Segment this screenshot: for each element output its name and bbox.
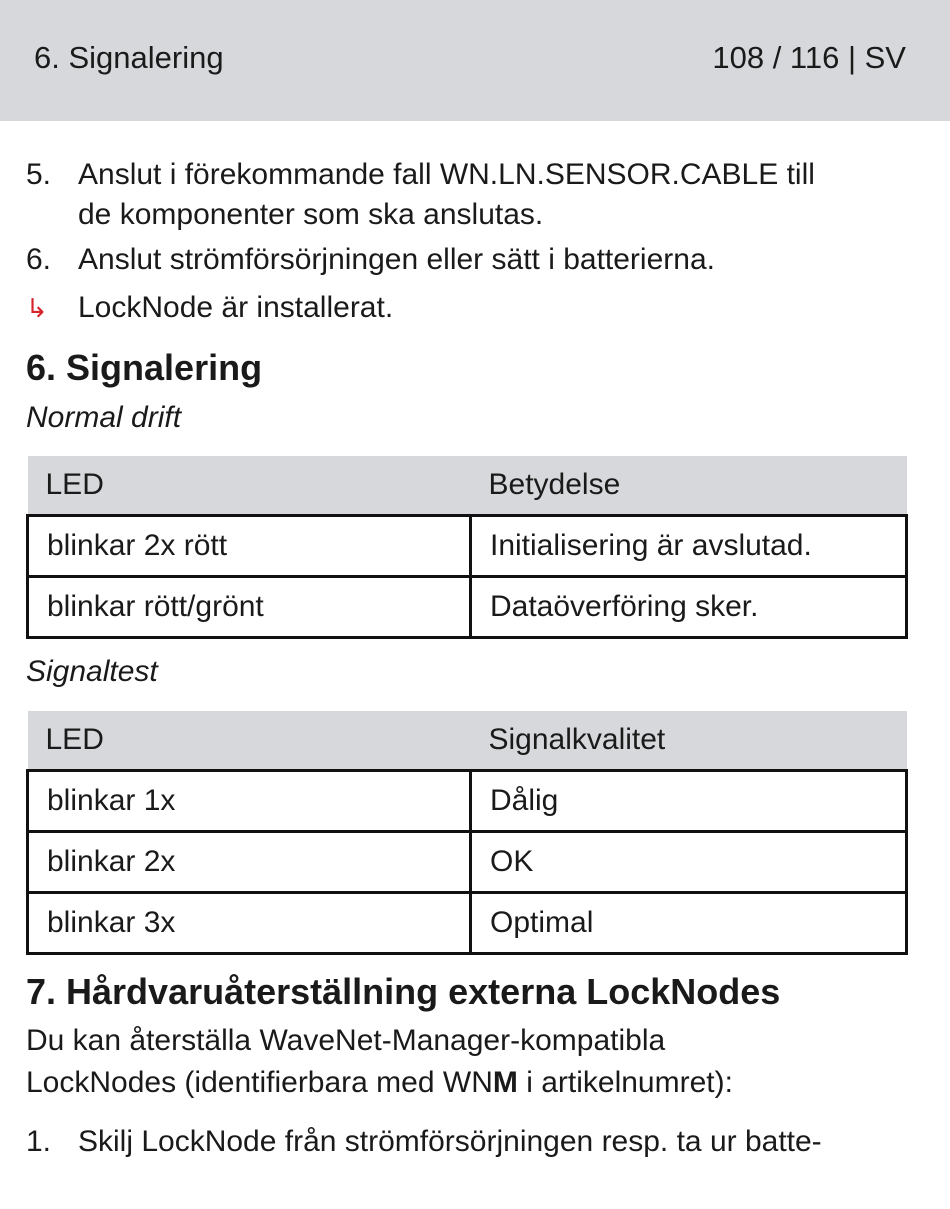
table-header-cell: LED [28, 711, 471, 771]
step-text: Anslut i förekommande fall WN.LN.SENSOR.CABLE till de komponenter som ska anslutas. [78, 158, 815, 231]
table-cell: blinkar 2x [28, 832, 471, 893]
table-cell: Dålig [471, 771, 907, 832]
table-cell: OK [471, 832, 907, 893]
header-page-number: 108 / 116 | SV [712, 40, 906, 75]
table-cell: blinkar 2x rött [28, 516, 471, 577]
normal-drift-caption: Normal drift [26, 401, 182, 434]
section-6-title: 6. Signalering [26, 347, 263, 388]
table-row [28, 771, 907, 832]
table-row [28, 832, 907, 893]
table-cell: blinkar rött/grönt [28, 577, 471, 638]
table-row [28, 893, 907, 954]
table-cell: Initialisering är avslutad. [471, 516, 907, 577]
table-header-cell: LED [28, 456, 471, 516]
section-7-intro: Du kan återställa WaveNet-Manager-kompatibla LockNodes (identifierbara med WNM i artikelnumret): [26, 1024, 733, 1099]
step-text: Anslut strömförsörjningen eller sätt i batterierna. [78, 243, 715, 276]
result-arrow-icon: ↳ [26, 293, 48, 323]
table-header-cell: Signalkvalitet [471, 711, 907, 771]
signaltest-caption: Signaltest [26, 655, 158, 688]
table-cell: Optimal [471, 893, 907, 954]
table-row [28, 577, 907, 638]
table-header-row [28, 456, 907, 516]
header-section: 6. Signalering [34, 40, 224, 75]
page-header [0, 0, 950, 121]
table-cell: blinkar 1x [28, 771, 471, 832]
signaltest-table [26, 711, 908, 955]
table-row [28, 516, 907, 577]
normal-drift-table [26, 456, 908, 639]
table-cell: Dataöverföring sker. [471, 577, 907, 638]
table-cell: blinkar 3x [28, 893, 471, 954]
step-number: 5. [26, 158, 52, 191]
step-number: 1. [26, 1125, 52, 1158]
table-header-row [28, 711, 907, 771]
step-text: Skilj LockNode från strömförsörjningen resp. ta ur batte- [78, 1125, 822, 1158]
step-number: 6. [26, 243, 52, 276]
table-header-cell: Betydelse [471, 456, 907, 516]
section-7-title: 7. Hårdvaruåterställning externa LockNodes [26, 971, 781, 1012]
result-text: LockNode är installerat. [78, 291, 394, 324]
